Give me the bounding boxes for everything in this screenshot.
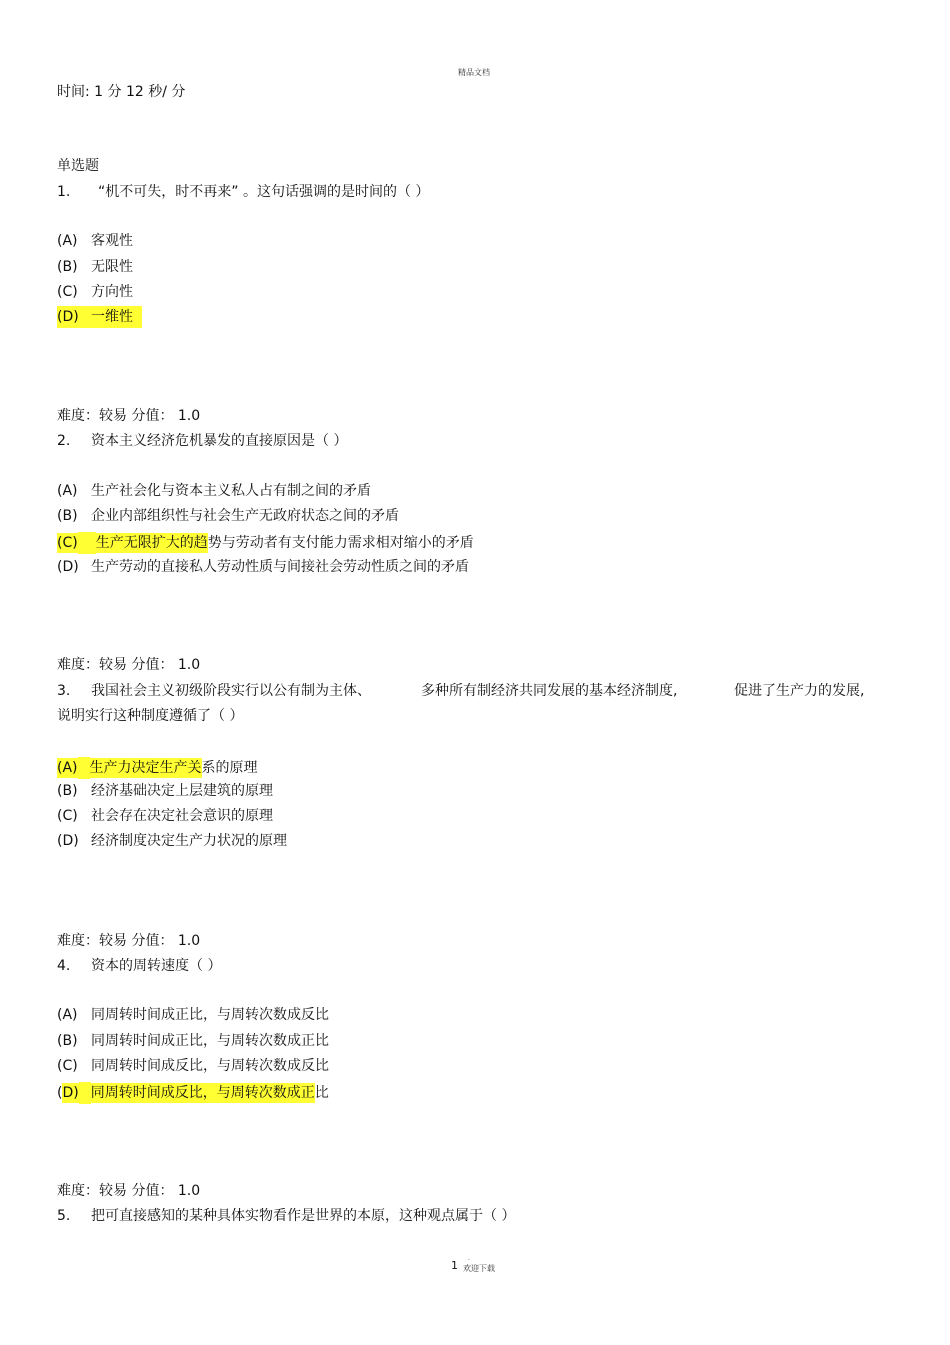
option-text: 同周转时间成反比，与周转次数成反比 [91, 1058, 329, 1074]
option-letter: (B) [57, 783, 78, 799]
option-text: 同周转时间成正比，与周转次数成反比 [91, 1007, 329, 1023]
question-stem: 资本的周转速度（ ） [91, 958, 222, 974]
option-letter: (A) [57, 233, 78, 249]
question-meta: 难度：较易 分值： 1.0 [57, 408, 201, 424]
question-stem-part: 多种所有制经济共同发展的基本经济制度, [421, 683, 678, 699]
option-text: 势与劳动者有支付能力需求相对缩小的矛盾 [207, 535, 474, 551]
footer-label: 欢迎下载 [463, 1264, 495, 1273]
question-number: 3. [57, 683, 71, 699]
option-letter: (D) [57, 559, 79, 575]
question-stem: “机不可失，时不再来” 。这句话强调的是时间的（ ） [98, 184, 430, 200]
option-letter: (D) [57, 833, 79, 849]
section-title: 单选题 [57, 158, 99, 174]
time-line: 时间: 1 分 12 秒/ 分 [57, 84, 186, 100]
question-number: 2. [57, 433, 71, 449]
option-letter: (A) [57, 1007, 78, 1023]
question-meta: 难度：较易 分值： 1.0 [57, 657, 201, 673]
option-text: 比 [314, 1085, 329, 1101]
option-text: 一维性 [91, 309, 133, 325]
option-letter: (C) [57, 808, 78, 824]
option-text: 同周转时间成正比，与周转次数成正比 [91, 1033, 329, 1049]
page-header: 精品文档 [458, 68, 490, 77]
question-number: 5. [57, 1208, 71, 1224]
question-meta: 难度：较易 分值： 1.0 [57, 1183, 201, 1199]
option-text: 生产劳动的直接私人劳动性质与间接社会劳动性质之间的矛盾 [91, 559, 469, 575]
question-stem: 资本主义经济危机暴发的直接原因是（ ） [91, 433, 348, 449]
option-text: 社会存在决定社会意识的原理 [91, 808, 273, 824]
option-text-highlighted: 同周转时间成反比，与周转次数成正 [90, 1085, 315, 1101]
option-row [57, 1082, 329, 1104]
option-letter: (B) [57, 508, 78, 524]
question-number: 4. [57, 958, 71, 974]
option-letter: (B) [57, 259, 78, 275]
option-text-highlighted: 生产无限扩大的趋 [95, 535, 208, 551]
option-text: 客观性 [91, 233, 133, 249]
option-letter: (C) [57, 284, 78, 300]
question-stem-part: 我国社会主义初级阶段实行以公有制为主体、 [91, 683, 371, 699]
option-text: 无限性 [91, 259, 133, 275]
question-stem-part: 说明实行这种制度遵循了（ ） [57, 708, 244, 724]
option-letter: (B) [57, 1033, 78, 1049]
option-row [57, 757, 258, 779]
option-letter: (C) [57, 1058, 78, 1074]
option-letter: (C) [57, 535, 78, 551]
option-text: 方向性 [91, 284, 133, 300]
question-meta: 难度：较易 分值： 1.0 [57, 933, 201, 949]
option-text: 企业内部组织性与社会生产无政府状态之间的矛盾 [91, 508, 399, 524]
question-stem-part: 促进了生产力的发展, [734, 683, 865, 699]
option-text-highlighted: 生产力决定生产关 [89, 760, 202, 776]
page-number: 1 [451, 1259, 458, 1272]
option-text: 经济制度决定生产力状况的原理 [91, 833, 287, 849]
option-letter-highlighted: D) [62, 1085, 79, 1101]
option-letter: ( [57, 1085, 63, 1101]
option-text: 经济基础决定上层建筑的原理 [91, 783, 273, 799]
option-letter: (A) [57, 760, 78, 776]
question-number: 1. [57, 184, 71, 200]
option-text: 生产社会化与资本主义私人占有制之间的矛盾 [91, 483, 371, 499]
option-letter: (A) [57, 483, 78, 499]
question-stem: 把可直接感知的某种具体实物看作是世界的本原，这种观点属于（ ） [91, 1208, 516, 1224]
footer-dot: . [468, 1255, 470, 1262]
option-row [57, 532, 474, 554]
option-text: 系的原理 [201, 760, 258, 776]
option-letter: (D) [57, 309, 79, 325]
